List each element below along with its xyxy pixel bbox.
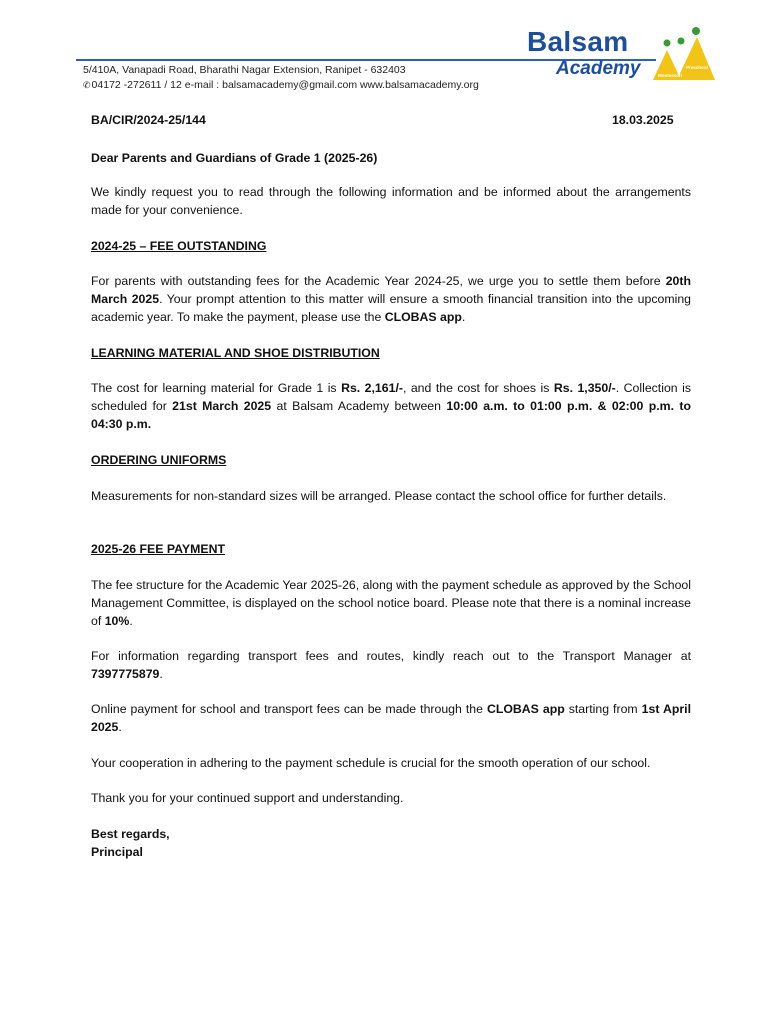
section-heading-fee-outstanding: 2024-25 – FEE OUTSTANDING — [91, 239, 267, 253]
contact-text: 04172 -272611 / 12 e-mail : balsamacademy@gmail.com www.balsamacademy.org — [91, 79, 479, 91]
phone-icon: ✆ — [83, 80, 91, 90]
signatory: Principal — [91, 845, 143, 859]
transport-paragraph: For information regarding transport fees and routes, kindly reach out to the Transport Manager at 7397775879. — [91, 649, 691, 681]
school-logo-mark — [653, 24, 715, 82]
logo-name: Balsam — [527, 26, 629, 57]
logo-badge-montessori: Montessori — [658, 73, 683, 78]
circular-reference: BA/CIR/2024-25/144 — [91, 113, 206, 127]
fee-structure-paragraph: The fee structure for the Academic Year 2025-26, along with the payment schedule as approved by the School Management Committee, is displayed on the school notice board. Please note that there is a nominal increase of 10%. — [91, 578, 691, 628]
logo-sub: Academy — [556, 58, 641, 79]
thanks-paragraph: Thank you for your continued support and understanding. — [91, 791, 404, 805]
intro-paragraph: We kindly request you to read through the following information and be informed about the arrangements made for your convenience. — [91, 185, 691, 217]
cooperation-paragraph: Your cooperation in adhering to the payment schedule is crucial for the smooth operation of our school. — [91, 756, 651, 770]
distribution-paragraph: The cost for learning material for Grade 1 is Rs. 2,161/-, and the cost for shoes is Rs. 1,350/-. Collection is scheduled for 21st March 2025 at Balsam Academy between 10:00 a.m. to 01:00 p.m. & 02:00 p.m. to 04:30 p.m. — [91, 381, 691, 431]
section-heading-fee-payment: 2025-26 FEE PAYMENT — [91, 542, 225, 556]
school-address: 5/410A, Vanapadi Road, Bharathi Nagar Extension, Ranipet - 632403 — [83, 64, 406, 76]
fee-outstanding-paragraph: For parents with outstanding fees for the Academic Year 2024-25, we urge you to settle them before 20th March 2025. Your prompt attention to this matter will ensure a smooth financial transition into the upcoming academic year. To make the payment, please use the CLOBAS app. — [91, 274, 691, 324]
online-payment-paragraph: Online payment for school and transport fees can be made through the CLOBAS app starting from 1st April 2025. — [91, 702, 691, 734]
school-contact — [83, 79, 479, 91]
logo-badge-preschool: Preschool — [686, 65, 708, 70]
closing: Best regards, — [91, 827, 170, 841]
circular-date: 18.03.2025 — [612, 113, 674, 127]
section-heading-distribution: LEARNING MATERIAL AND SHOE DISTRIBUTION — [91, 346, 380, 360]
uniforms-paragraph: Measurements for non-standard sizes will be arranged. Please contact the school office for further details. — [91, 489, 667, 503]
salutation: Dear Parents and Guardians of Grade 1 (2025-26) — [91, 151, 378, 165]
section-heading-uniforms: ORDERING UNIFORMS — [91, 453, 227, 467]
